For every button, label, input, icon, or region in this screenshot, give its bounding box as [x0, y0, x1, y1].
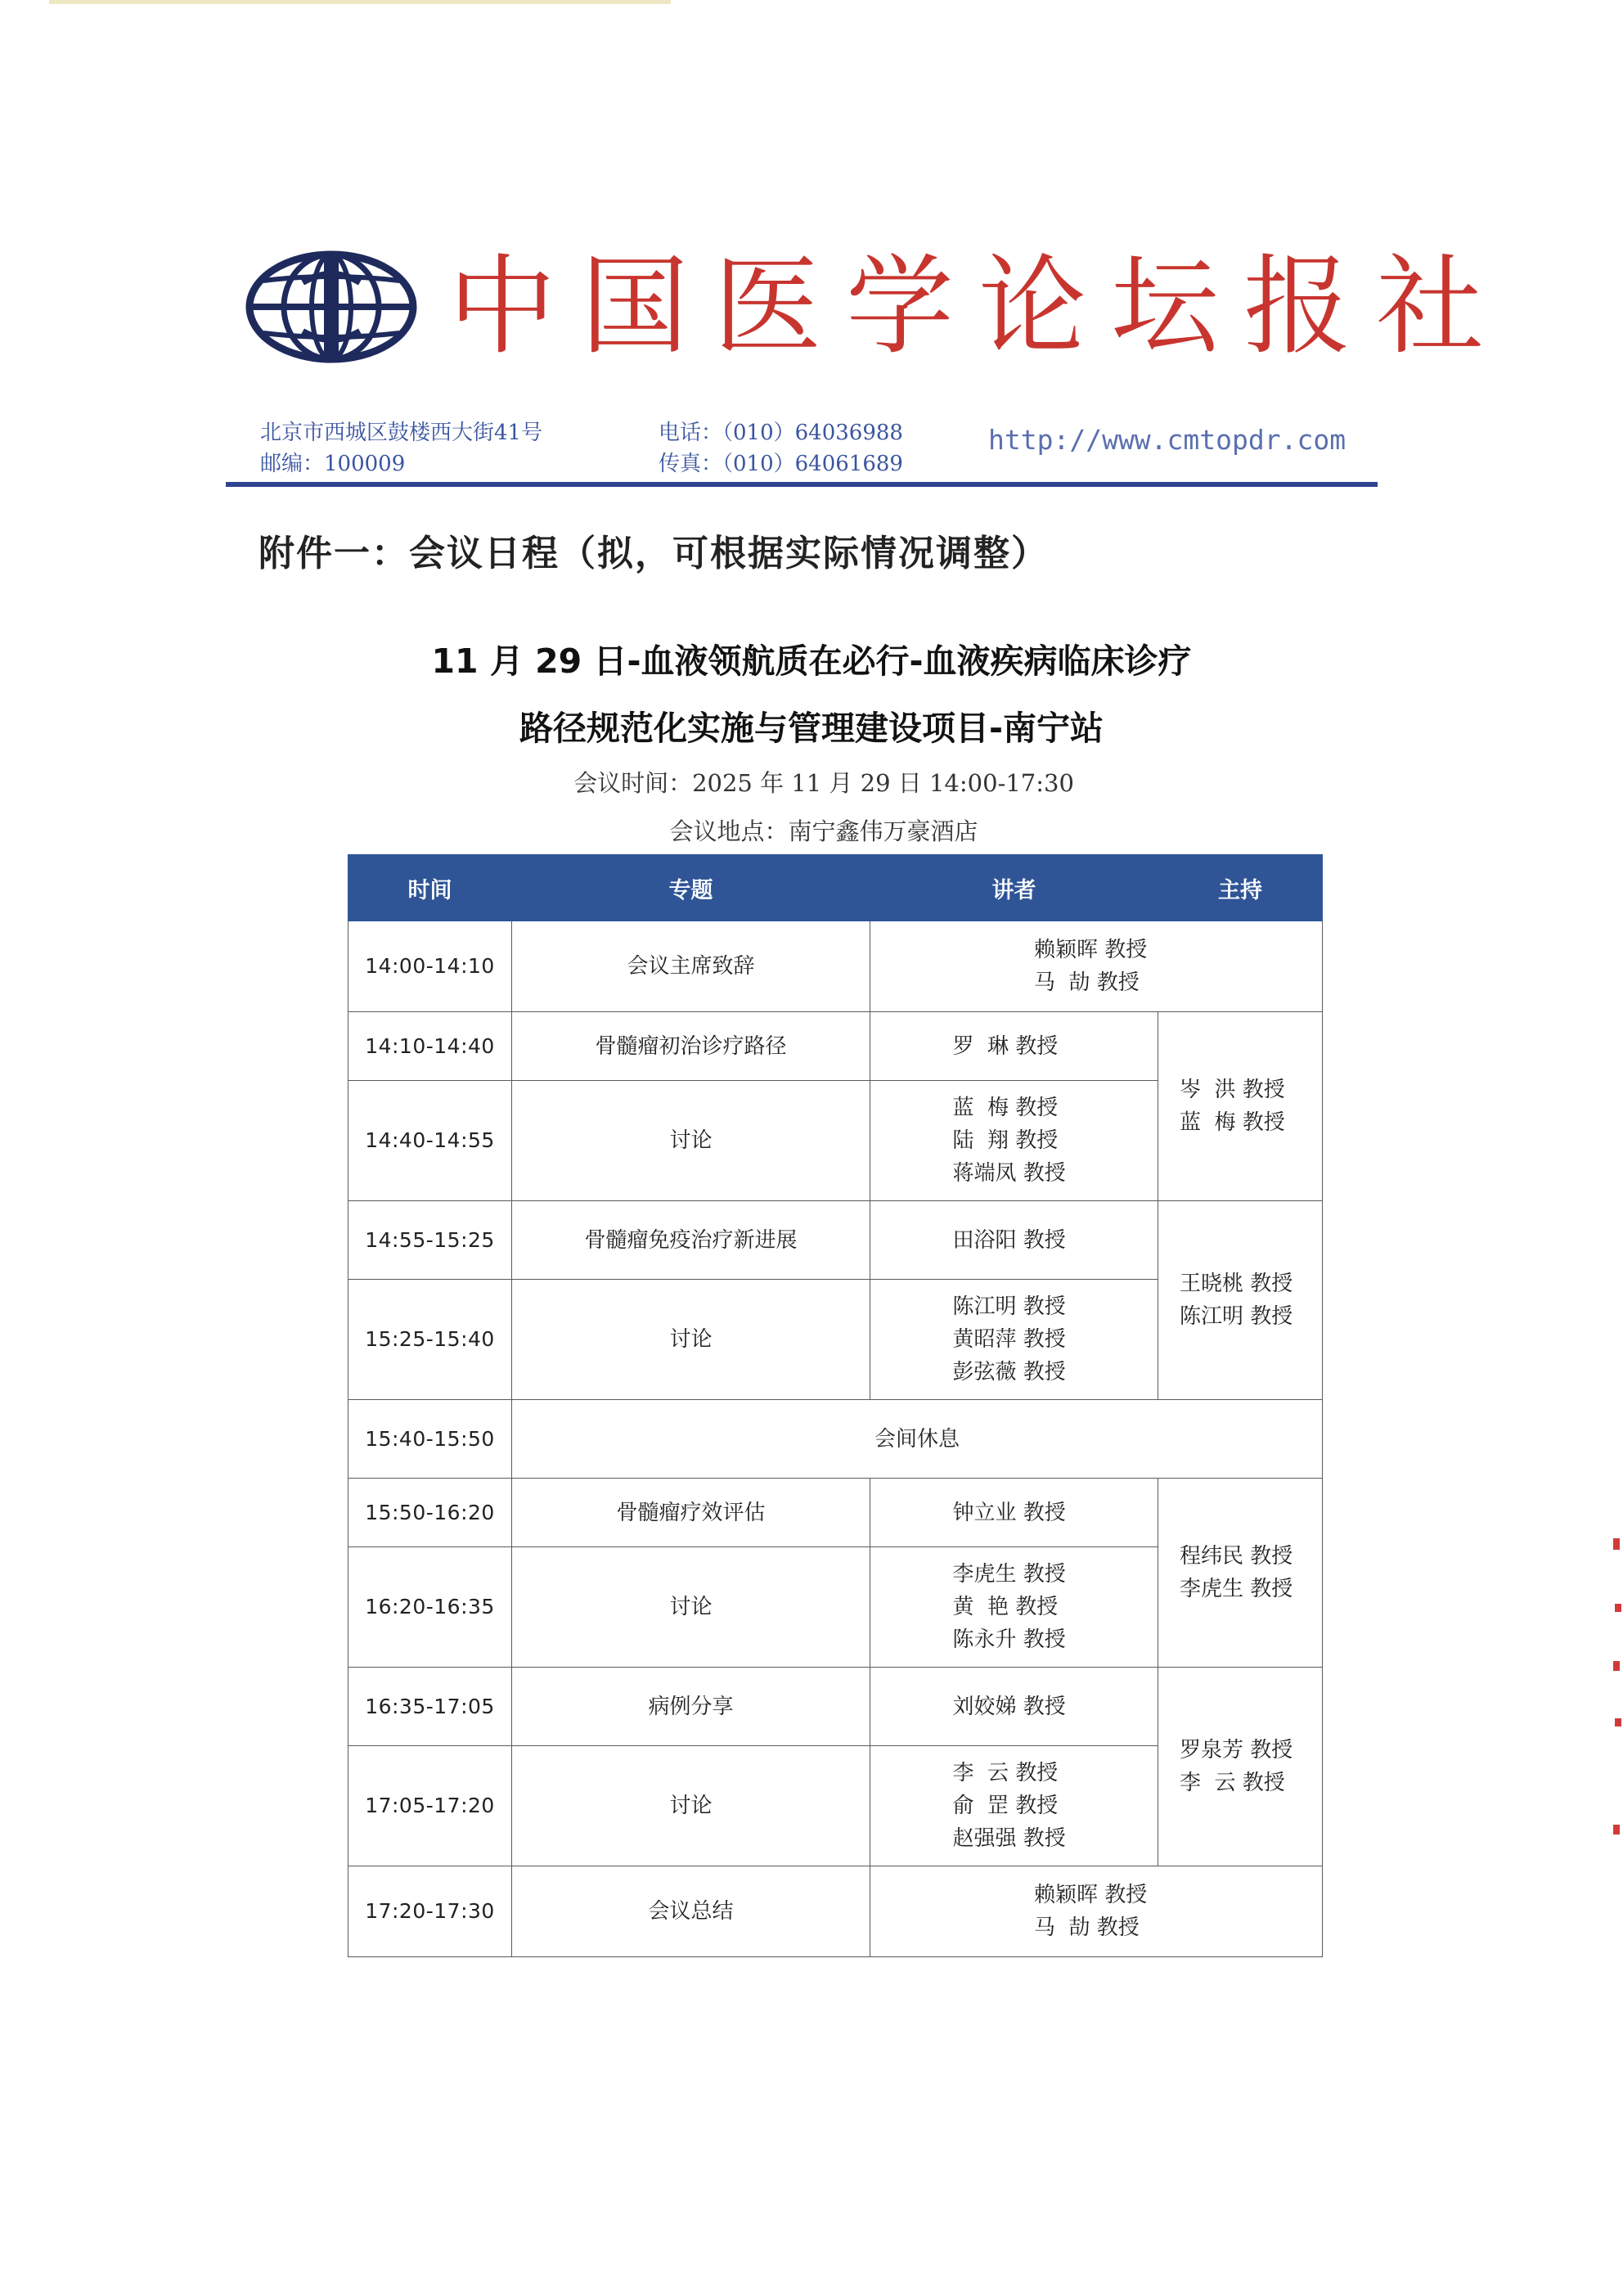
- cell-speakers: [870, 1746, 1158, 1866]
- table-row: [348, 1012, 1323, 1081]
- speaker-names: 钟立业 教授: [952, 1500, 1066, 1525]
- host-names: 程纬民 教授 李虎生 教授: [1180, 1544, 1293, 1601]
- meeting-title-line2: 路径规范化实施与管理建设项目-南宁站: [519, 709, 1104, 748]
- table-row: [348, 1668, 1323, 1746]
- cell-topic: 会议主席致辞: [512, 921, 870, 1012]
- cell-time: 15:50-16:20: [348, 1479, 512, 1547]
- cell-speakers: [870, 1668, 1158, 1746]
- cell-topic: 讨论: [512, 1081, 870, 1201]
- cell-time: 17:05-17:20: [348, 1746, 512, 1866]
- table-row: [348, 1479, 1323, 1547]
- phone-line: 电话：（010）64036988: [659, 421, 903, 445]
- org-name: 中国医学论坛报社: [448, 244, 1508, 370]
- host-names: 岑 洪 教授 蓝 梅 教授: [1180, 1078, 1285, 1135]
- header-speaker: 讲者: [870, 855, 1158, 921]
- cell-time: 14:55-15:25: [348, 1201, 512, 1280]
- attachment-title: 附件一：会议日程（拟，可根据实际情况调整）: [259, 533, 1049, 574]
- letterhead-address: [260, 417, 542, 479]
- table-header-row: [348, 855, 1323, 921]
- postcode-line: 邮编：100009: [260, 452, 406, 476]
- cell-topic: 讨论: [512, 1280, 870, 1400]
- fax-line: 传真：（010）64061689: [659, 452, 903, 476]
- cell-speakers: [870, 1479, 1158, 1547]
- cell-time: 15:40-15:50: [348, 1400, 512, 1479]
- speaker-names: 刘姣娣 教授: [952, 1694, 1066, 1719]
- cell-topic: 讨论: [512, 1547, 870, 1668]
- cell-time: 16:20-16:35: [348, 1547, 512, 1668]
- header-time: 时间: [348, 855, 512, 921]
- cell-time: 15:25-15:40: [348, 1280, 512, 1400]
- cell-speakers: [870, 1012, 1158, 1081]
- letterhead-url: http://www.cmtopdr.com: [988, 424, 1347, 456]
- cell-break: 会间休息: [512, 1400, 1323, 1479]
- scan-mark: [1615, 1604, 1621, 1612]
- cell-time: 14:10-14:40: [348, 1012, 512, 1081]
- host-names: 罗泉芳 教授 李 云 教授: [1180, 1738, 1293, 1795]
- header-host: 主持: [1158, 855, 1323, 921]
- cell-time: 14:40-14:55: [348, 1081, 512, 1201]
- speaker-names: 李 云 教授 俞 罡 教授 赵强强 教授: [952, 1761, 1066, 1851]
- table-row: [348, 1866, 1323, 1957]
- cell-topic: 会议总结: [512, 1866, 870, 1957]
- speaker-names: 陈江明 教授 黄昭萍 教授 彭弦薇 教授: [952, 1294, 1066, 1384]
- letterhead-divider: [226, 482, 1378, 487]
- scan-mark: [1613, 1661, 1620, 1671]
- cell-host: [1158, 1668, 1323, 1866]
- speaker-names: 赖颖晖 教授 马 劼 教授: [1034, 938, 1148, 995]
- cell-topic: 骨髓瘤免疫治疗新进展: [512, 1201, 870, 1280]
- cell-speakers: [870, 1547, 1158, 1668]
- cell-host: [1158, 1012, 1323, 1201]
- cell-topic: 病例分享: [512, 1668, 870, 1746]
- cell-host: [1158, 1201, 1323, 1400]
- scan-smudge: [49, 0, 671, 4]
- cell-host: [1158, 1479, 1323, 1668]
- meeting-location: 会议地点：南宁鑫伟万豪酒店: [669, 817, 978, 845]
- table-row: [348, 1400, 1323, 1479]
- cell-topic: 讨论: [512, 1746, 870, 1866]
- cell-speakers: [870, 1280, 1158, 1400]
- header-topic: 专题: [512, 855, 870, 921]
- cell-time: 14:00-14:10: [348, 921, 512, 1012]
- cell-speakers: [870, 1081, 1158, 1201]
- cell-topic: 骨髓瘤初治诊疗路径: [512, 1012, 870, 1081]
- speaker-names: 李虎生 教授 黄 艳 教授 陈永升 教授: [952, 1562, 1066, 1652]
- cell-topic: 骨髓瘤疗效评估: [512, 1479, 870, 1547]
- cell-speakers: [870, 921, 1323, 1012]
- speaker-names: 赖颖晖 教授 马 劼 教授: [1034, 1883, 1148, 1940]
- schedule-table: [348, 854, 1323, 1957]
- globe-logo-icon: [245, 250, 417, 364]
- cell-time: 17:20-17:30: [348, 1866, 512, 1957]
- address-line: 北京市西城区鼓楼西大街41号: [260, 421, 543, 445]
- meeting-title-line1: 11 月 29 日-血液领航质在必行-血液疾病临床诊疗: [431, 642, 1192, 681]
- scan-mark: [1615, 1718, 1621, 1727]
- letterhead-phone: [659, 417, 903, 479]
- table-row: [348, 1201, 1323, 1280]
- meeting-time: 会议时间：2025 年 11 月 29 日 14:00-17:30: [573, 769, 1074, 797]
- speaker-names: 田浴阳 教授: [952, 1227, 1066, 1253]
- scan-mark: [1613, 1538, 1620, 1550]
- scan-mark: [1613, 1825, 1620, 1835]
- speaker-names: 蓝 梅 教授 陆 翔 教授 蒋端凤 教授: [952, 1096, 1066, 1186]
- cell-speakers: [870, 1866, 1323, 1957]
- speaker-names: 罗 琳 教授: [952, 1033, 1059, 1059]
- host-names: 王晓桃 教授 陈江明 教授: [1180, 1272, 1293, 1329]
- cell-time: 16:35-17:05: [348, 1668, 512, 1746]
- table-row: [348, 921, 1323, 1012]
- cell-speakers: [870, 1201, 1158, 1280]
